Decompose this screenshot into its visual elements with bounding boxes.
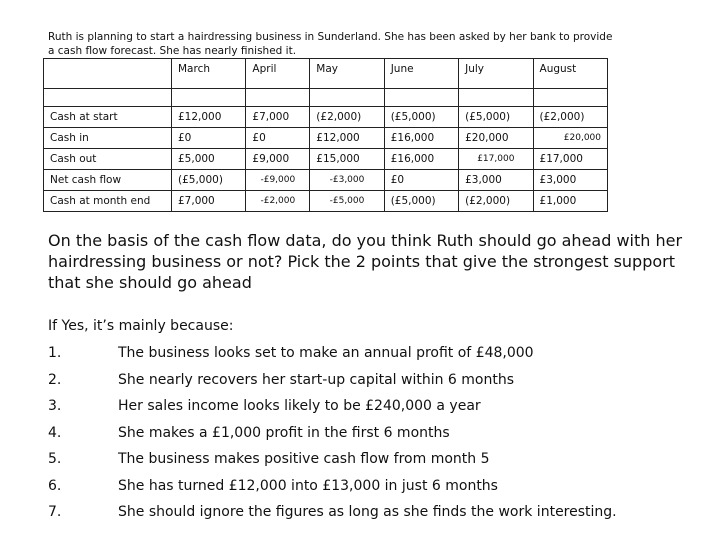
option-text: She makes a £1,000 profit in the first 6 months <box>118 424 450 441</box>
option-number: 3. <box>48 398 62 414</box>
option-number: 5. <box>48 451 62 467</box>
month-header: June <box>384 59 458 89</box>
option-number: 7. <box>48 504 62 520</box>
table-cell: (£2,000) <box>533 107 607 128</box>
option-number: 4. <box>48 424 62 441</box>
option-text: The business makes positive cash flow from month 5 <box>118 451 490 467</box>
table-cell: £20,000 <box>459 128 533 149</box>
table-cell: (£2,000) <box>310 107 384 128</box>
table-cell: (£5,000) <box>459 107 533 128</box>
month-header: April <box>246 59 310 89</box>
table-cell: -£2,000 <box>246 191 310 212</box>
table-cell: £20,000 <box>533 128 607 149</box>
table-cell: £5,000 <box>172 149 246 170</box>
table-cell: £12,000 <box>172 107 246 128</box>
option-text: She has turned £12,000 into £13,000 in just 6 months <box>118 477 498 494</box>
table-cell: £9,000 <box>246 149 310 170</box>
question-text: On the basis of the cash flow data, do you think Ruth should go ahead with her hairdressing business or not? Pick the 2 points that give the strongest support that she should go ahead <box>48 231 683 292</box>
table-cell: £3,000 <box>459 170 533 191</box>
option-text: She should ignore the figures as long as she finds the work interesting. <box>118 504 617 520</box>
option-text: Her sales income looks likely to be £240,000 a year <box>118 398 481 414</box>
month-header: May <box>310 59 384 89</box>
table-cell: £15,000 <box>310 149 384 170</box>
table-cell: (£2,000) <box>459 191 533 212</box>
option-text: She nearly recovers her start-up capital within 6 months <box>118 371 515 388</box>
table-row <box>44 107 608 128</box>
table-cell: -£9,000 <box>246 170 310 191</box>
cash-flow-table <box>43 58 608 212</box>
table-cell: £7,000 <box>172 191 246 212</box>
table-cell: £0 <box>246 128 310 149</box>
table-spacer-row <box>44 89 608 107</box>
table-cell: £12,000 <box>310 128 384 149</box>
table-cell: (£5,000) <box>384 107 458 128</box>
option-number: 2. <box>48 371 62 388</box>
header-corner-cell <box>44 59 172 89</box>
row-label: Cash in <box>44 128 172 149</box>
option-number: 6. <box>48 477 62 494</box>
table-row <box>44 128 608 149</box>
table-cell: (£5,000) <box>172 170 246 191</box>
row-label: Net cash flow <box>44 170 172 191</box>
intro-text: Ruth is planning to start a hairdressing business in Sunderland. She has been asked by her bank to provide a cash flow forecast. She has nearly finished it. <box>48 31 613 57</box>
if-yes-label: If Yes, it’s mainly because: <box>48 318 234 334</box>
table-cell: £0 <box>172 128 246 149</box>
table-cell: £17,000 <box>533 149 607 170</box>
row-label: Cash out <box>44 149 172 170</box>
table-header-row <box>44 59 608 89</box>
table-cell: -£3,000 <box>310 170 384 191</box>
table-cell: £7,000 <box>246 107 310 128</box>
month-header: July <box>459 59 533 89</box>
table-cell: £16,000 <box>384 149 458 170</box>
table-cell: £1,000 <box>533 191 607 212</box>
row-label: Cash at start <box>44 107 172 128</box>
table-cell: £0 <box>384 170 458 191</box>
month-header: August <box>533 59 607 89</box>
table-cell: £17,000 <box>459 149 533 170</box>
table-cell: £3,000 <box>533 170 607 191</box>
table-row <box>44 170 608 191</box>
table-cell: (£5,000) <box>384 191 458 212</box>
row-label: Cash at month end <box>44 191 172 212</box>
option-number: 1. <box>48 345 62 361</box>
option-text: The business looks set to make an annual profit of £48,000 <box>118 345 534 361</box>
table-cell: £16,000 <box>384 128 458 149</box>
table-row <box>44 149 608 170</box>
month-header: March <box>172 59 246 89</box>
table-cell: -£5,000 <box>310 191 384 212</box>
table-row <box>44 191 608 212</box>
